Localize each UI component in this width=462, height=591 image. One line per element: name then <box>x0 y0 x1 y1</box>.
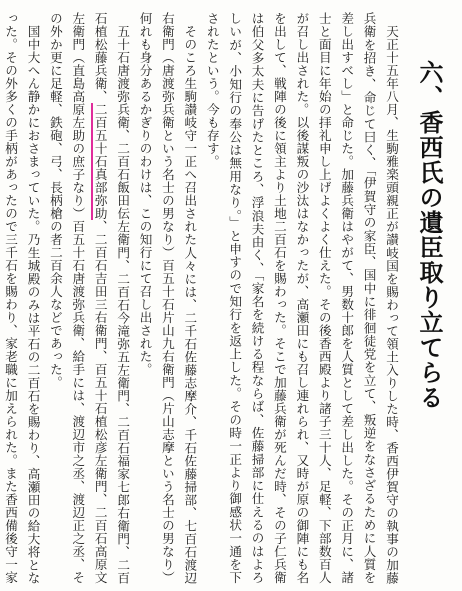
body-text <box>3 12 402 584</box>
section-heading: 六、香西氏の遺臣取り立てらる <box>415 60 444 410</box>
paragraph: そのころ生駒讃岐守一正へ召出された人々には、二千石佐藤志摩介、千石佐藤掃部、七百石渡辺右衛門（唐渡弥兵衛という名士の男なり）百五十石片山九右衛門（片山志摩という名士の男なり）何れも身分あるかぎりのわけは、この知行にて召し出された。 <box>137 12 198 584</box>
highlighted-phrase: 二百五十石真部弥助 <box>92 103 108 220</box>
paragraph: 国中大へん静かにおさまっていた。乃生城殿のみは平石の二百石を賜わり、高瀬田の給大将となった。その外多くの手柄があったので三千石を賜わり、家老職に加えられた。また香西備後守一家 <box>3 12 41 584</box>
paragraph: 天正十五年八月、生駒雅楽頭親正が讃岐国を賜わって領土入りした時、香西伊賀守の執事の加藤兵衛を招き、命じて曰く、「伊賀守の家臣、国中に徘徊徒党を立て、叛逆をなさざるために人質を差し出すべし」と命じた。加藤兵衛はやがて、男数十郎を人質として差し出した。その正月に、諸士と面目に年始の拝礼申し上げよくよく仕えた。その後香西殿より諸子三十人、足軽、下部数百人が召し出された。以後謀叛の沙汰はなかったが、高瀬田にも召し連れられ、又時が原の御陣にも名を出して、戦陣の後に領主より土地二百石を賜わった。そこで加藤兵衛が死んだ時、その子仁兵衛は伯父多太夫に告げたところ、浮浪夫由く、「家名を続ける程ならば、佐藤掃部に仕えるのはよろしいが、小知行の奉公は無用なり。」と申すので知行を返上した。その時一正より御感状一通を下されたという。今も存す。 <box>204 12 399 584</box>
paragraph-text: 五十石唐渡弥兵衛、二百石飯田伝左衛門、二百石今滝弥五左衛門、二百石福家七郎右衛門、二百石植松藤兵衛、二百五十石真部弥助、二百石吉田三右衛門、百五十石植松彦左衛門、二百石高原文左衛門（直島高原左助の庶子なり）百五十石唐渡弥兵衛、給手には、渡辺市之丞、渡辺正之丞、その外か更に足軽、鉄砲、弓、長柄槍の者二百余人などであった。 <box>47 12 131 584</box>
paragraph <box>44 12 134 584</box>
